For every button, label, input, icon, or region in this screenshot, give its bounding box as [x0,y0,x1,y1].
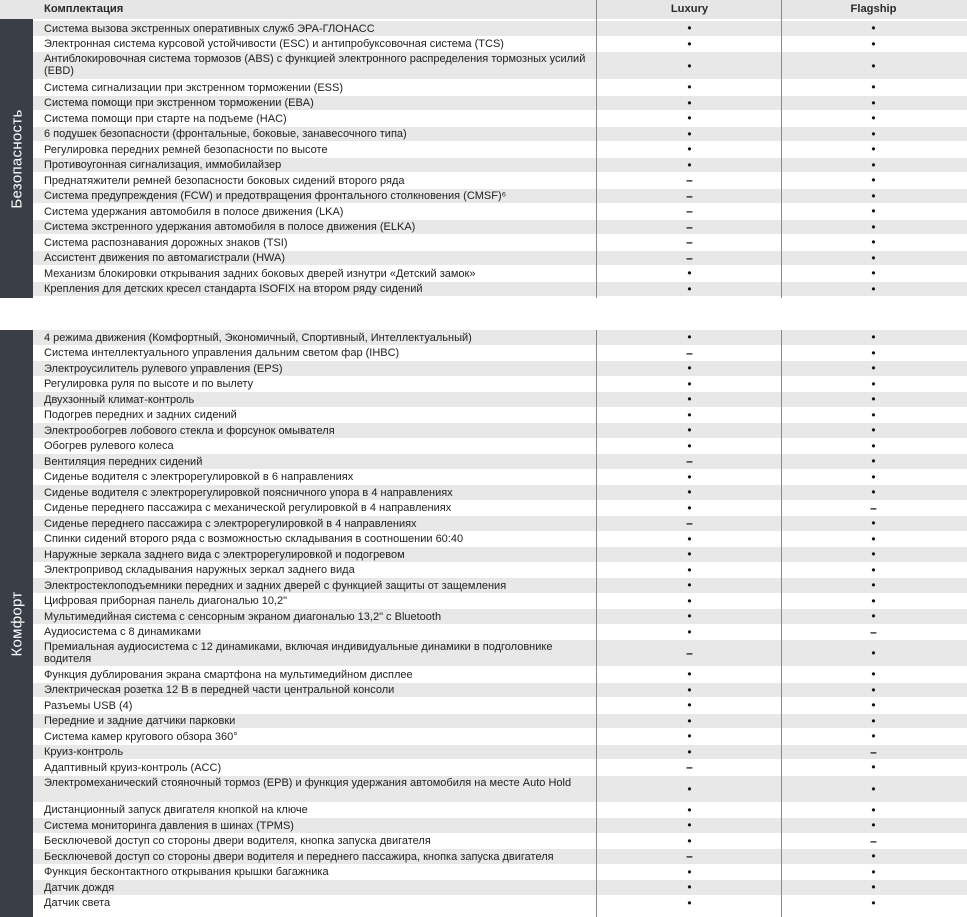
luxury-availability-mark: • [687,407,692,422]
flagship-availability-mark: • [871,781,876,796]
flagship-availability-mark: • [871,407,876,422]
feature-name: Функция бесконтактного открывания крышки багажника [44,866,329,878]
luxury-availability-mark: • [687,36,692,51]
table-row [33,266,967,282]
feature-name: Разъемы USB (4) [44,699,133,712]
column-divider [781,330,782,917]
flagship-availability-mark: • [871,188,876,203]
feature-name: Передние и задние датчики парковки [44,715,236,727]
feature-name: Система распознавания дорожных знаков (TSI) [44,236,288,249]
feature-name: Система экстренного удержания автомобиля в полосе движения (ELKA) [44,221,416,233]
section-sidebar [0,330,33,917]
table-row [33,346,967,362]
luxury-availability-mark: • [687,126,692,141]
flagship-availability-mark: • [871,609,876,624]
feature-name: Электрическая розетка 12 В в передней части центральной консоли [44,684,395,696]
flagship-availability-mark: – [870,744,877,759]
table-row [33,142,967,158]
luxury-availability-mark: • [687,142,692,157]
flagship-availability-mark: • [871,646,876,660]
luxury-availability-mark: • [687,682,692,697]
table-row [33,849,967,865]
feature-name: Система вызова экстренных оперативных служб ЭРА-ГЛОНАСС [44,22,375,35]
luxury-availability-mark: • [687,157,692,172]
flagship-availability-mark: • [871,157,876,172]
feature-name: Сиденье водителя с электрорегулировкой в 6 направлениях [44,471,354,483]
flagship-availability-mark: • [871,361,876,376]
feature-name: Противоугонная сигнализация, иммобилайзер [44,159,282,171]
flagship-availability-mark: • [871,173,876,188]
luxury-availability-mark: • [687,376,692,391]
section-label: Комфорт [8,590,25,657]
flagship-availability-mark: • [871,235,876,250]
table-row [33,625,967,641]
flagship-availability-mark: • [871,713,876,728]
table-row [33,470,967,486]
flagship-availability-mark: • [871,266,876,281]
table-row [33,880,967,896]
feature-name: Адаптивный круиз-контроль (ACC) [44,761,222,774]
table-row [33,204,967,220]
table-row [33,803,967,819]
table-row [33,640,967,667]
luxury-availability-mark: – [686,204,693,219]
luxury-availability-mark: • [687,744,692,759]
feature-name: Сиденье переднего пассажира с электрорегулировкой в 4 направлениях [44,517,417,530]
luxury-availability-mark: • [687,547,692,562]
table-row [33,516,967,532]
flagship-availability-mark: • [871,21,876,36]
flagship-availability-mark: • [871,578,876,593]
luxury-availability-mark: • [687,500,692,515]
luxury-availability-mark: – [686,219,693,234]
table-row [33,361,967,377]
table-row [33,834,967,850]
table-row [33,80,967,96]
column-divider [596,19,597,298]
luxury-availability-mark: • [687,281,692,296]
luxury-availability-mark: • [687,562,692,577]
feature-name: Система предупреждения (FCW) и предотвращения фронтального столкновения (CMSF)⁶ [44,190,507,202]
feature-name: Вентиляция передних сидений [44,455,203,468]
table-row [33,865,967,881]
luxury-availability-mark: • [687,578,692,593]
luxury-availability-mark: • [687,423,692,438]
table-row [33,408,967,424]
flagship-availability-mark: • [871,864,876,879]
luxury-availability-mark: • [687,469,692,484]
luxury-availability-mark: • [687,330,692,345]
table-row [33,423,967,439]
flagship-availability-mark: • [871,593,876,608]
luxury-availability-mark: – [686,250,693,265]
feature-name: Наружные зеркала заднего вида с электрорегулировкой и подогревом [44,548,405,561]
luxury-availability-mark: • [687,698,692,713]
flagship-availability-mark: • [871,95,876,110]
table-row [33,547,967,563]
table-row [33,235,967,251]
feature-name: 6 подушек безопасности (фронтальные, боковые, занавесочного типа) [44,128,407,140]
feature-name: Бесключевой доступ со стороны двери водителя, кнопка запуска двигателя [44,835,431,847]
flagship-availability-mark: • [871,760,876,775]
feature-name: Датчик света [44,897,111,909]
feature-name: Система интеллектуального управления дальним светом фар (IHBC) [44,347,400,359]
luxury-availability-mark: • [687,609,692,624]
table-row [33,454,967,470]
luxury-availability-mark: – [686,760,693,775]
column-divider [596,330,597,917]
flagship-availability-mark: • [871,802,876,817]
flagship-availability-mark: • [871,849,876,864]
feature-name: Антиблокировочная система тормозов (ABS) с функцией электронного распределения тормозных усилий (EBD) [44,53,586,77]
feature-name: Электрообогрев лобового стекла и форсунок омывателя [44,424,335,437]
table-row [33,501,967,517]
luxury-availability-mark: • [687,361,692,376]
luxury-availability-mark: • [687,880,692,895]
table-row [33,760,967,776]
table-row [33,173,967,189]
luxury-availability-mark: • [687,95,692,110]
luxury-availability-mark: • [687,833,692,848]
flagship-availability-mark: • [871,204,876,219]
table-row [33,392,967,408]
flagship-availability-mark: • [871,516,876,531]
flagship-availability-mark: • [871,250,876,265]
luxury-availability-mark: – [686,345,693,360]
section-label: Безопасность [8,108,25,209]
table-row [33,21,967,37]
luxury-availability-mark: • [687,729,692,744]
luxury-availability-mark: • [687,80,692,95]
luxury-availability-mark: • [687,667,692,682]
flagship-availability-mark: • [871,330,876,345]
feature-name: Круиз-контроль [44,746,124,758]
table-row [33,714,967,730]
table-row [33,563,967,579]
table-row [33,776,967,803]
feature-name: Преднатяжители ремней безопасности боковых сидений второго ряда [44,174,405,187]
feature-name: Ассистент движения по автомагистрали (HWA) [44,252,285,264]
feature-name: Электромеханический стояночный тормоз (EPB) и функция удержания автомобиля на месте Auto Hold [44,776,572,789]
table-row [33,158,967,174]
feature-name: Датчик дождя [44,881,115,894]
flagship-availability-mark: • [871,729,876,744]
feature-name: Спинки сидений второго ряда с возможностью складывания в соотношении 60:40 [44,533,464,545]
luxury-availability-mark: – [686,235,693,250]
luxury-availability-mark: • [687,438,692,453]
luxury-availability-mark: • [687,593,692,608]
feature-name: Система удержания автомобиля в полосе движения (LKA) [44,205,344,218]
flagship-availability-mark: • [871,423,876,438]
table-row [33,745,967,761]
flagship-availability-mark: • [871,80,876,95]
luxury-availability-mark: • [687,21,692,36]
feature-name: Электроусилитель рулевого управления (EPS) [44,362,283,375]
flagship-availability-mark: • [871,531,876,546]
table-row [33,609,967,625]
table-row [33,698,967,714]
luxury-availability-mark: – [686,173,693,188]
table-row [33,251,967,267]
flagship-availability-mark: • [871,562,876,577]
flagship-availability-mark: • [871,454,876,469]
feature-name: Цифровая приборная панель диагональю 10,2" [44,595,288,607]
header-flagship: Flagship [850,3,897,15]
flagship-availability-mark: • [871,345,876,360]
header-luxury: Luxury [670,3,709,15]
column-divider [781,0,782,19]
flagship-availability-mark: • [871,880,876,895]
luxury-availability-mark: • [687,111,692,126]
feature-name: Сиденье водителя с электрорегулировкой поясничного упора в 4 направлениях [44,486,453,499]
feature-name: Регулировка передних ремней безопасности по высоте [44,143,328,156]
luxury-availability-mark: • [687,392,692,407]
section-safety [0,19,967,298]
feature-name: Электропривод складывания наружных зеркал заднего вида [44,564,355,576]
table-row [33,532,967,548]
feature-name: Система помощи при старте на подъеме (HAC) [44,112,287,125]
flagship-availability-mark: • [871,111,876,126]
feature-name: Дистанционный запуск двигателя кнопкой на ключе [44,804,308,816]
feature-name: Подогрев передних и задних сидений [44,409,237,421]
table-row [33,439,967,455]
feature-name: Двухзонный климат-контроль [44,393,195,406]
table-row [33,189,967,205]
flagship-availability-mark: • [871,698,876,713]
table-row [33,37,967,53]
table-row [33,96,967,112]
feature-name: Механизм блокировки открывания задних боковых дверей изнутри «Детский замок» [44,267,476,280]
flagship-availability-mark: • [871,547,876,562]
table-row [33,729,967,745]
table-row [33,896,967,912]
feature-name: Обогрев рулевого колеса [44,440,174,452]
flagship-availability-mark: • [871,895,876,910]
luxury-availability-mark: • [687,531,692,546]
feature-name: Система сигнализации при экстренном торможении (ESS) [44,81,343,94]
table-row [33,127,967,143]
flagship-availability-mark: • [871,376,876,391]
feature-name: Система камер кругового обзора 360° [44,730,238,743]
flagship-availability-mark: • [871,469,876,484]
flagship-availability-mark: • [871,682,876,697]
luxury-availability-mark: – [686,849,693,864]
feature-name: Функция дублирования экрана смартфона на мультимедийном дисплее [44,668,413,681]
luxury-availability-mark: • [687,895,692,910]
flagship-availability-mark: • [871,58,876,73]
flagship-availability-mark: • [871,36,876,51]
table-row [33,683,967,699]
table-row [33,282,967,298]
table-row [33,52,967,80]
header-feature: Комплектация [44,3,124,15]
table-row [33,818,967,834]
flagship-availability-mark: • [871,667,876,682]
table-header [0,0,967,19]
flagship-availability-mark: • [871,142,876,157]
table-row [33,578,967,594]
luxury-availability-mark: • [687,624,692,639]
table-row [33,667,967,683]
feature-name: Мультимедийная система с сенсорным экраном диагональю 13,2" с Bluetooth [44,610,442,623]
feature-name: Электронная система курсовой устойчивости (ESC) и антипробуксовочная система (TCS) [44,38,504,50]
luxury-availability-mark: • [687,713,692,728]
flagship-availability-mark: • [871,281,876,296]
luxury-availability-mark: • [687,266,692,281]
flagship-availability-mark: – [870,833,877,848]
flagship-availability-mark: • [871,438,876,453]
luxury-availability-mark: • [687,58,692,73]
luxury-availability-mark: • [687,864,692,879]
flagship-availability-mark: • [871,818,876,833]
feature-name: Бесключевой доступ со стороны двери водителя и переднего пассажира, кнопка запуска двигателя [44,850,554,863]
flagship-availability-mark: • [871,392,876,407]
column-divider [596,0,597,19]
table-row [33,377,967,393]
feature-name: Крепления для детских кресел стандарта ISOFIX на втором ряду сидений [44,283,423,295]
table-row [33,594,967,610]
flagship-availability-mark: – [870,500,877,515]
feature-name: Аудиосистема с 8 динамиками [44,626,202,638]
flagship-availability-mark: – [870,624,877,639]
feature-name: Система мониторинга давления в шинах (TPMS) [44,819,294,832]
flagship-availability-mark: • [871,126,876,141]
luxury-availability-mark: • [687,485,692,500]
column-divider [781,19,782,298]
table-row [33,220,967,236]
table-row [33,485,967,501]
feature-name: Регулировка руля по высоте и по вылету [44,378,254,390]
luxury-availability-mark: – [686,454,693,469]
feature-name: Система помощи при экстренном торможении (EBA) [44,97,314,109]
feature-name: 4 режима движения (Комфортный, Экономичный, Спортивный, Интеллектуальный) [44,331,472,344]
luxury-availability-mark: • [687,802,692,817]
table-row [33,111,967,127]
luxury-availability-mark: – [686,516,693,531]
flagship-availability-mark: • [871,219,876,234]
luxury-availability-mark: – [686,188,693,203]
section-comfort [0,330,967,917]
luxury-availability-mark: • [687,781,692,796]
feature-name: Электростеклоподъемники передних и задних дверей с функцией защиты от защемления [44,579,507,592]
luxury-availability-mark: • [687,818,692,833]
feature-name: Премиальная аудиосистема с 12 динамиками, включая индивидуальные динамики в подголовнике водителя [44,641,553,665]
luxury-availability-mark: – [686,646,693,660]
section-sidebar [0,19,33,298]
flagship-availability-mark: • [871,485,876,500]
feature-name: Сиденье переднего пассажира с механической регулировкой в 4 направлениях [44,502,452,514]
table-row [33,330,967,346]
